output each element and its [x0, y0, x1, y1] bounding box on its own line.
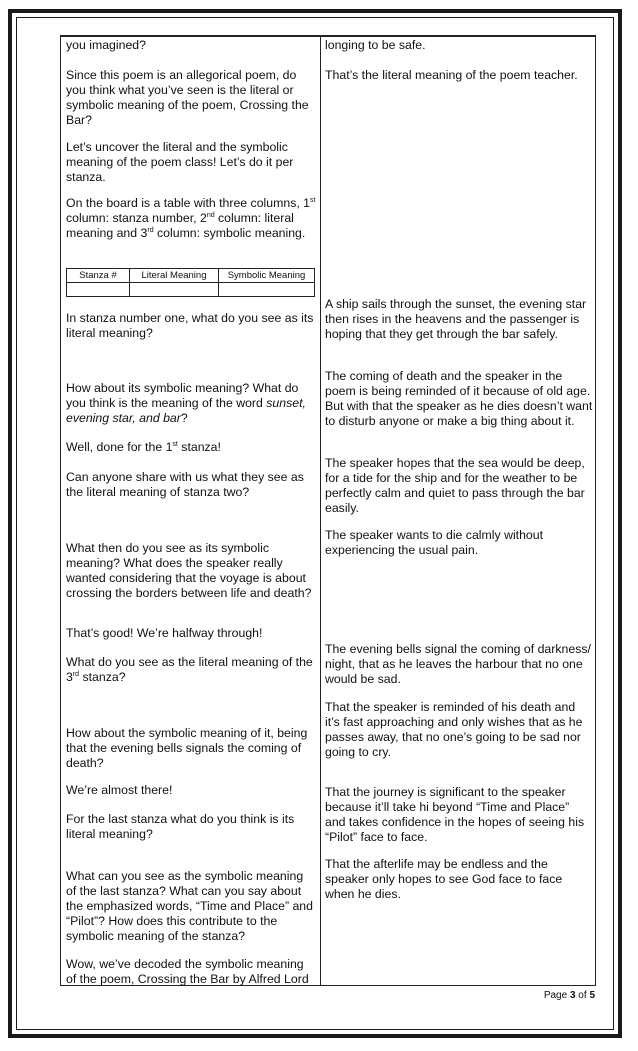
left-paragraph: How about its symbolic meaning? What do you think is the meaning of the word sunset, evening star, and bar?	[66, 381, 306, 425]
left-paragraph: For the last stanza what do you think is its literal meaning?	[66, 812, 295, 841]
right-paragraph: longing to be safe.	[325, 38, 426, 52]
left-paragraph: In stanza number one, what do you see as its literal meaning?	[66, 311, 314, 340]
column-divider	[320, 35, 321, 986]
board-table-header: Stanza #	[67, 269, 130, 283]
page-number: Page 3 of 5	[543, 990, 595, 1001]
left-paragraph: Let’s uncover the literal and the symbolic meaning of the poem class! Let’s do it per stanza.	[66, 140, 294, 184]
right-paragraph: That the journey is significant to the speaker because it’ll take hi beyond “Time and Place” and takes confidence in the hopes of seeing his “Pilot” face to face.	[325, 785, 585, 844]
right-paragraph: That’s the literal meaning of the poem teacher.	[325, 68, 578, 82]
right-paragraph: That the speaker is reminded of his death and it’s fast approaching and only wishes that as he passes away, that no one’s going to be sad nor going to cry.	[325, 700, 583, 759]
left-paragraph: What can you see as the symbolic meaning of the last stanza? What can you say about the emphasized words, “Time and Place” and “Pilot”? How does this contribute to the symbolic meaning of the stanza?	[66, 869, 313, 943]
left-paragraph: On the board is a table with three columns, 1st column: stanza number, 2nd column: literal meaning and 3rd column: symbolic meaning.	[66, 196, 316, 240]
left-paragraph: Since this poem is an allegorical poem, do you think what you’ve seen is the literal or symbolic meaning of the poem, Crossing the Bar?	[66, 68, 309, 127]
left-paragraph: Well, done for the 1st stanza!	[66, 440, 221, 454]
left-paragraph: you imagined?	[66, 38, 146, 52]
left-paragraph: Can anyone share with us what they see as the literal meaning of stanza two?	[66, 470, 304, 499]
left-paragraph: What then do you see as its symbolic meaning? What does the speaker really wanted considering that the voyage is about crossing the borders between life and death?	[66, 541, 312, 600]
right-paragraph: The speaker wants to die calmly without experiencing the usual pain.	[325, 528, 544, 557]
left-paragraph: How about the symbolic meaning of it, being that the evening bells signals the coming of death?	[66, 726, 308, 770]
board-table-cell	[67, 283, 130, 297]
right-paragraph: The coming of death and the speaker in the poem is being reminded of it because of old age. But with that the speaker as he dies doesn’t want to disturb anyone or make a big thing about it.	[325, 369, 593, 428]
right-paragraph: That the afterlife may be endless and the speaker only hopes to see God face to face when he dies.	[325, 857, 563, 901]
left-paragraph: That’s good! We’re halfway through!	[66, 626, 263, 640]
board-table-header: Symbolic Meaning	[219, 269, 315, 283]
board-table-header: Literal Meaning	[130, 269, 219, 283]
right-paragraph: The evening bells signal the coming of darkness/ night, that as he leaves the harbour that no one would be sad.	[325, 642, 591, 686]
board-table	[66, 268, 315, 297]
board-table-cell	[219, 283, 315, 297]
left-paragraph: Wow, we’ve decoded the symbolic meaning of the poem, Crossing the Bar by Alfred Lord	[66, 957, 309, 986]
right-paragraph: A ship sails through the sunset, the evening star then rises in the heavens and the passenger is hoping that they get through the bar safely.	[325, 297, 587, 341]
left-paragraph: What do you see as the literal meaning of the 3rd stanza?	[66, 655, 313, 684]
board-table-cell	[130, 283, 219, 297]
right-paragraph: The speaker hopes that the sea would be deep, for a tide for the ship and for the weather to be perfectly calm and quiet to pass through the bar easily.	[325, 456, 585, 515]
left-paragraph: We’re almost there!	[66, 783, 173, 797]
